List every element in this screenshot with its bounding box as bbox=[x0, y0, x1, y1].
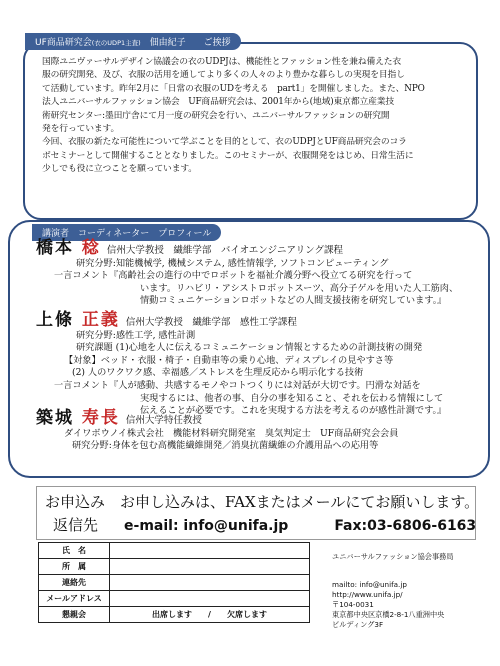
application-box bbox=[36, 486, 480, 540]
comment-line: 伝えることが必要です。これを実現する方法を考えるのが感性計測です。』 bbox=[140, 405, 447, 417]
greeting-line: て活動しています。昨年2月に「日常の衣服のUDを考える part1」を開催しました。また、NPO bbox=[42, 83, 425, 94]
profile-tab: 講演者 コーディネーター プロフィール bbox=[32, 224, 221, 241]
research-field: 研究分野:身体を包む高機能繊維開発／消臭抗菌繊維の介護用品への応用等 bbox=[72, 440, 379, 452]
absent-option[interactable]: 欠席します bbox=[226, 610, 267, 619]
office-info bbox=[332, 552, 497, 630]
name-field[interactable] bbox=[110, 543, 310, 559]
greeting-line: 国際ユニヴァーサルデザイン協議会の衣のUDPJは、機能性とファッション性を兼ね備えた衣 bbox=[42, 57, 402, 67]
speaker-kamijo bbox=[36, 310, 447, 418]
choice-separator: / bbox=[208, 610, 211, 619]
comment-line: 実現するには、他者の事、自分の事を知ること、それを伝わる情報にして bbox=[140, 392, 444, 404]
greeting-tab-rest: 佃由紀子 ご挨拶 bbox=[140, 38, 231, 48]
greeting-line: 少しでも役に立つことを願っています。 bbox=[42, 164, 197, 175]
form-label: 氏 名 bbox=[39, 543, 110, 559]
greeting-line: 術研究センター:墨田庁舎にて月一度の研究会を行い、ユニバーサルファッションの研究開 bbox=[42, 110, 390, 121]
comment-line: います。リハビリ・アシストロボットスーツ、高分子ゲルを用いた人工筋肉、 bbox=[140, 282, 459, 294]
form-row-contact bbox=[39, 575, 310, 591]
form-row-name bbox=[39, 543, 310, 559]
apply-instruction: お申し込みは、FAXまたはメールにてお願いします。 bbox=[120, 493, 480, 511]
office-zip: 〒104-0031 bbox=[332, 600, 374, 609]
comment-line: 一言コメント『高齢社会の進行の中でロボットを福祉介護分野へ役立てる研究を行って bbox=[54, 270, 413, 282]
research-task: 研究課題 (1)心地を人に伝えるコミュニケーション情報とするための計測技術の開発 bbox=[76, 342, 423, 354]
email-link[interactable]: e-mail: info@unifa.jp bbox=[124, 518, 289, 534]
research-field: 研究分野:知能機械学, 機械システム, 感性情報学, ソフトコンピューティング bbox=[76, 257, 389, 269]
speaker-name: 橋本 稔 bbox=[36, 238, 101, 258]
form-label: 懇親会 bbox=[39, 607, 110, 623]
research-field: 研究分野:感性工学, 感性計測 bbox=[76, 329, 196, 341]
office-address-2: ビルディング3F bbox=[332, 620, 384, 629]
greeting-tab-main: UF商品研究会 bbox=[35, 38, 92, 48]
greeting-tab bbox=[25, 33, 241, 50]
greeting-line: 服の研究開発、及び、衣服の活用を通してより多くの人々のより豊かな暮らしの実現を目指し bbox=[42, 70, 405, 81]
fax-number: Fax:03-6806-6163 bbox=[334, 518, 477, 534]
form-label: 所 属 bbox=[39, 559, 110, 575]
speaker-title: 信州大学教授 繊維学部 感性工学課程 bbox=[125, 317, 297, 328]
office-mail[interactable]: mailto: info@unifa.jp bbox=[332, 580, 407, 589]
comment-line: 一言コメント『人が感動、共感するモノやコトつくりには対話が大切です。円滑な対話を bbox=[54, 379, 421, 391]
office-url[interactable]: http://www.unifa.jp/ bbox=[332, 590, 403, 599]
greeting-line: 今回、衣服の新たな可能性について学ぶことを目的として、衣のUDPJとUF商品研究会のコラ bbox=[42, 137, 407, 148]
office-name: ユニバーサルファッション協会事務局 bbox=[332, 552, 454, 561]
form-row-affiliation bbox=[39, 559, 310, 575]
registration-form bbox=[38, 542, 310, 623]
speaker-title: 信州大学教授 繊維学部 バイオエンジニアリング課程 bbox=[106, 245, 343, 256]
speaker-name: 上條 正義 bbox=[36, 310, 120, 330]
apply-label: お申込み bbox=[45, 493, 106, 511]
greeting-tab-small: (衣のUDP1主査) bbox=[91, 39, 141, 47]
party-choice[interactable] bbox=[110, 607, 310, 623]
greeting-line: 法人ユニバーサルファッション協会 UF商品研究会は、2001年から(地域)東京都立産業技 bbox=[42, 97, 395, 108]
speaker-name: 築城 寿長 bbox=[36, 408, 120, 428]
form-label: 連絡先 bbox=[39, 575, 110, 591]
form-row-email bbox=[39, 591, 310, 607]
form-row-party bbox=[39, 607, 310, 623]
affiliation-field[interactable] bbox=[110, 559, 310, 575]
attend-option[interactable]: 出席します bbox=[152, 610, 193, 619]
greeting-text bbox=[42, 56, 462, 177]
greeting-line: ボセミナーとして開催することとなりました。このセミナーが、衣服開発をはじめ、日常生活に bbox=[42, 150, 414, 161]
email-field[interactable] bbox=[110, 591, 310, 607]
research-task-2: (2) 人のワクワク感、幸福感／ストレスを生理反応から明示化する技術 bbox=[72, 367, 364, 379]
speaker-hashimoto bbox=[36, 238, 459, 308]
comment-line: 情動コミュニケーションロボットなどの人間支援技術を研究しています。』 bbox=[140, 295, 447, 307]
contact-field[interactable] bbox=[110, 575, 310, 591]
greeting-line: 発を行っています。 bbox=[42, 124, 120, 135]
reply-label: 返信先 bbox=[53, 516, 99, 534]
form-label: メールアドレス bbox=[39, 591, 110, 607]
speaker-title: 信州大学特任教授 bbox=[125, 415, 202, 426]
speaker-company: ダイワボウノイ株式会社 機能材料研究開発室 臭気判定士 UF商品研究会会員 bbox=[64, 427, 399, 439]
office-address-1: 東京都中央区京橋2-8-1八重洲中央 bbox=[332, 610, 445, 619]
research-target: 【対象】ベッド・衣服・椅子・自動車等の乗り心地、ディスプレイの見やすさ等 bbox=[64, 354, 394, 366]
